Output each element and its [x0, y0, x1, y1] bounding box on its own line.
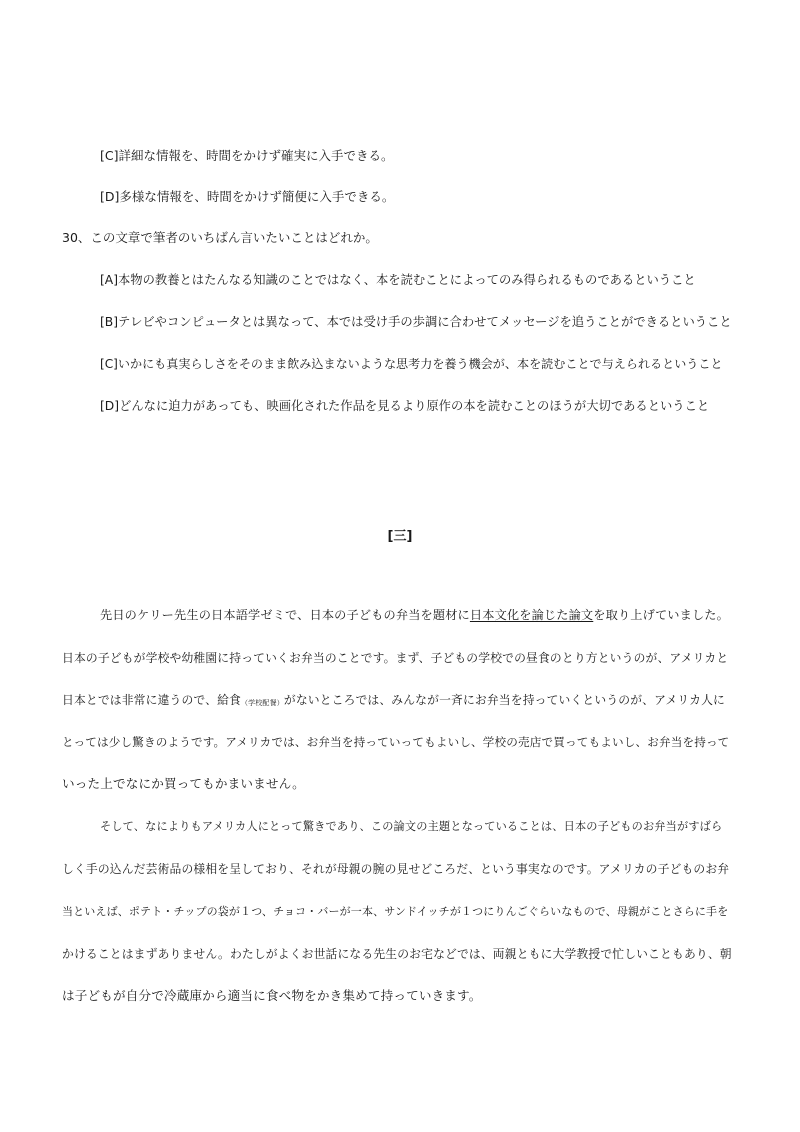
passage-line: [100, 607, 729, 623]
passage-text: 日本とでは非常に違うので、給食: [62, 693, 241, 707]
section-heading: [三]: [387, 529, 413, 544]
passage-line: しく手の込んだ芸術品の様相を呈しており、それが母親の腕の見せどころだ、という事実なのです。アメリカの子どものお弁: [62, 862, 730, 876]
passage-line: かけることはまずありません。わたしがよくお世話になる先生のお宅などでは、両親ともに大学教授で忙しいこともあり、朝: [62, 947, 732, 961]
question-30-option-c: [C]いかにも真実らしさをそのまま飲み込まないような思考力を養う機会が、本を読むことで与えられるということ: [100, 357, 723, 371]
question-30-option-a: [A]本物の教養とはたんなる知識のことではなく、本を読むことによってのみ得られるものであるということ: [100, 273, 696, 287]
passage-line: 当といえば、ポテト・チップの袋が１つ、チョコ・バーが一本、サンドイッチが１つにりんごぐらいなもので、母親がことさらに手を: [62, 905, 729, 918]
passage-line: は子どもが自分で冷蔵庫から適当に食べ物をかき集めて持っていきます。: [62, 988, 482, 1003]
passage-text: を取り上げていました。: [593, 608, 729, 622]
question-30: 30、この文章で筆者のいちばん言いたいことはどれか。: [62, 230, 378, 245]
passage-line: いった上でなにか買ってもかまいません。: [62, 776, 305, 791]
passage-text: 先日のケリー先生の日本語学ゼミで、日本の子どもの弁当を題材に: [100, 608, 470, 622]
question-30-option-d: [D]どんなに迫力があっても、映画化された作品を見るより原作の本を読むことのほうが大切であるということ: [100, 399, 710, 413]
passage-line: そして、なによりもアメリカ人にとって驚きであり、この論文の主題となっていることは、日本の子どものお弁当がすばら: [100, 820, 723, 833]
passage-line: 日本の子どもが学校や幼稚園に持っていくお弁当のことです。まず、子どもの学校での昼食のとり方というのが、アメリカと: [62, 651, 729, 665]
annotation-note: （学校配餐）: [240, 699, 284, 707]
passage-text: がないところでは、みんなが一斉にお弁当を持っていくというのが、アメリカ人に: [283, 693, 725, 707]
passage-line: とっては少し驚きのようです。アメリカでは、お弁当を持っていってもよいし、学校の売店で買ってもよいし、お弁当を持って: [62, 735, 730, 749]
question-30-option-b: [B]テレビやコンピュータとは異なって、本では受け手の歩調に合わせてメッセージを追うことができるということ: [100, 315, 732, 329]
underlined-phrase: 日本文化を論じた論文: [469, 608, 594, 622]
option-c-previous: [C]詳細な情報を、時間をかけず確実に入手できる。: [100, 148, 394, 163]
passage-line: [62, 692, 725, 711]
option-d-previous: [D]多様な情報を、時間をかけず簡便に入手できる。: [100, 189, 395, 204]
